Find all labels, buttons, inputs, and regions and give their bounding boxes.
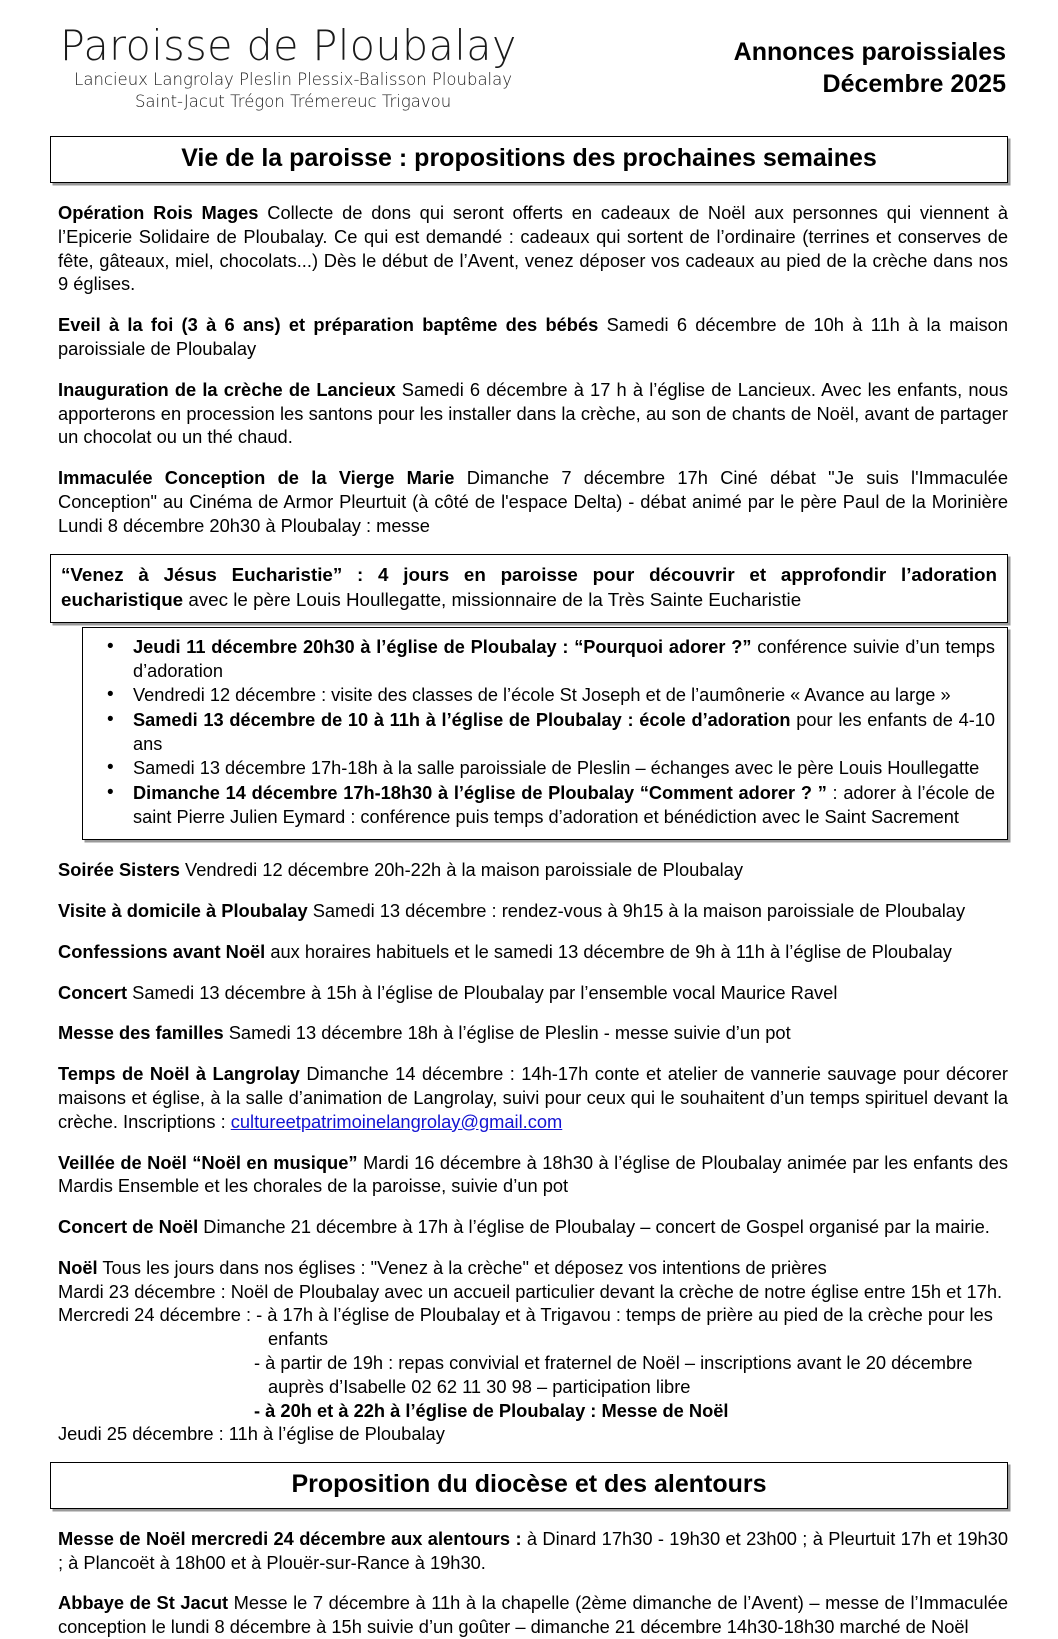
eucharistie-bullet-list — [93, 636, 995, 829]
announcement-item — [58, 1021, 1008, 1045]
section-vie-paroisse-body — [0, 201, 1058, 537]
announcement-lead: Confessions avant Noël — [58, 940, 266, 962]
announcement-item — [58, 201, 1008, 296]
eucharistie-title-rest: avec le père Louis Houllegatte, missionnaire de la Très Sainte Eucharistie — [183, 589, 802, 611]
announcement-item — [58, 899, 1008, 923]
eucharistie-title — [61, 563, 997, 613]
noel-line-3: Mercredi 24 décembre : - à 17h à l’église de Ploubalay et à Trigavou : temps de prière au pied de la crèche pour les — [58, 1304, 993, 1326]
section-diocese-body — [0, 1527, 1058, 1639]
announcement-body: Messe le 7 décembre à 11h à la chapelle (2ème dimanche de l’Avent) – messe de l’Immaculée conception le lundi 8 décembre à 15h suivie d’un goûter – dimanche 21 décembre 14h30-18h30 marché de Noël — [58, 1592, 1008, 1638]
bullet-rest: pour les enfants de 4-10 ans — [133, 710, 995, 754]
list-item — [93, 757, 995, 781]
parish-towns-line-2: Saint-Jacut Trégon Trémereuc Trigavou — [134, 92, 452, 112]
announcement-lead: Immaculée Conception de la Vierge Marie — [58, 467, 455, 489]
announcement-body: Samedi 13 décembre 18h à l’église de Pleslin - messe suivie d’un pot — [223, 1022, 791, 1044]
announcement-lead: Abbaye de St Jacut — [58, 1592, 229, 1614]
announcement-lead: Noël — [58, 1256, 98, 1278]
announcement-item — [58, 940, 1008, 964]
section-banner-diocese — [50, 1462, 1008, 1509]
bullet-bold: Samedi 13 décembre de 10 à 11h à l’église de Ploubalay : école d’adoration — [133, 710, 791, 730]
bulletin-heading — [734, 24, 1006, 100]
announcement-item-langrolay — [58, 1062, 1008, 1133]
announcement-item — [58, 1527, 1008, 1575]
announcement-body: Samedi 13 décembre : rendez-vous à 9h15 à la maison paroissiale de Ploubalay — [307, 900, 966, 922]
noel-line-3b: enfants — [268, 1328, 328, 1350]
noel-line-6: - à 20h et à 22h à l’église de Ploubalay : Messe de Noël — [254, 1399, 729, 1421]
announcement-item — [58, 466, 1008, 537]
spacer — [0, 840, 1058, 858]
announcement-body: Dimanche 7 décembre 17h Ciné débat "Je suis l'Immaculée Conception" au Cinéma de Armor Pleurtuit (à côté de l'espace Delta) - débat animé par le père Paul de la Morinière Lundi 8 décembre 20h30 à Ploubalay : messe — [58, 467, 1008, 536]
section-title: Vie de la paroisse : propositions des prochaines semaines — [181, 144, 877, 173]
section-vie-paroisse-body-2 — [0, 858, 1058, 1446]
eucharistie-title-box — [50, 554, 1008, 623]
noel-line-5: auprès d’Isabelle 02 62 11 30 98 – participation libre — [268, 1375, 691, 1397]
bullet-bold: Dimanche 14 décembre 17h-18h30 à l’église de Ploubalay “Comment adorer ? ” — [133, 782, 827, 803]
document-header — [0, 0, 1058, 112]
announcement-lead: Veillée de Noël “Noël en musique” — [58, 1151, 358, 1173]
eucharistie-title-bold: “Venez à Jésus Eucharistie” : 4 jours en paroisse pour découvrir et approfondir l’adoration eucharistique — [61, 564, 997, 611]
announcement-body: Dimanche 21 décembre à 17h à l’église de Ploubalay – concert de Gospel organisé par la mairie. — [198, 1216, 990, 1238]
list-item — [93, 782, 995, 829]
parish-logo — [56, 21, 526, 112]
bullet-rest: conférence suivie d’un temps d’adoration — [133, 637, 995, 681]
announcement-lead: Concert — [58, 981, 128, 1003]
announcement-item — [58, 858, 1008, 882]
parish-name: Paroisse de Ploubalay — [60, 21, 517, 70]
noel-line-1 — [58, 1256, 1008, 1280]
noel-line-2: Mardi 23 décembre : Noël de Ploubalay avec un accueil particulier devant la crèche de notre église entre 15h et 17h. — [58, 1280, 1003, 1302]
announcement-lead: Concert de Noël — [58, 1216, 199, 1238]
announcement-lead: Messe des familles — [58, 1022, 224, 1044]
noel-line-1-text: Tous les jours dans nos églises : "Venez à la crèche" et déposez vos intentions de prières — [97, 1256, 827, 1278]
spacer — [0, 183, 1058, 201]
spacer — [0, 112, 1058, 136]
list-item — [93, 684, 995, 708]
spacer — [0, 1509, 1058, 1527]
announcement-body: Vendredi 12 décembre 20h-22h à la maison paroissiale de Ploubalay — [179, 859, 743, 881]
section-banner-vie-paroisse — [50, 136, 1008, 183]
announcement-body: Samedi 6 décembre à 17 h à l’église de Lancieux. Avec les enfants, nous apporterons en procession les santons pour les installer dans la crèche, au son de chants de Noël, avant de partager un chocolat ou un thé chaud. — [58, 378, 1008, 448]
parish-towns-line-1: Lancieux Langrolay Pleslin Plessix-Balisson Ploubalay — [74, 70, 513, 90]
announcement-lead: Visite à domicile à Ploubalay — [58, 900, 308, 922]
announcement-body: Samedi 13 décembre à 15h à l’église de Ploubalay par l’ensemble vocal Maurice Ravel — [127, 981, 838, 1003]
announcement-body: Dimanche 14 décembre : 14h-17h conte et atelier de vannerie sauvage pour décorer maisons et église, à la salle d’animation de Langrolay, suivi pour ceux qui le souhaitent d’un temps spirituel devant la crèche. Inscriptions : — [58, 1063, 1008, 1132]
eucharistie-schedule-box — [82, 627, 1008, 840]
list-item — [93, 709, 995, 756]
announcement-lead: Messe de Noël mercredi 24 décembre aux alentours : — [58, 1527, 522, 1549]
bullet-rest: Samedi 13 décembre 17h-18h à la salle paroissiale de Pleslin – échanges avec le père Louis Houllegatte — [133, 758, 980, 779]
bulletin-title: Annonces paroissiales — [733, 38, 1006, 66]
bullet-rest: : adorer à l’école de saint Pierre Julien Eymard : conférence puis temps d’adoration et bénédiction avec le Saint Sacrement — [133, 782, 995, 827]
bullet-rest: Vendredi 12 décembre : visite des classes de l’école St Joseph et de l’aumônerie « Avance au large » — [133, 685, 951, 706]
announcement-lead: Temps de Noël à Langrolay — [58, 1063, 300, 1085]
noel-line-4: - à partir de 19h : repas convivial et fraternel de Noël – inscriptions avant le 20 décembre — [254, 1352, 973, 1373]
announcement-item-noel — [58, 1256, 1008, 1446]
section-title: Proposition du diocèse et des alentours — [291, 1470, 767, 1499]
announcement-body: Mardi 16 décembre à 18h30 à l’église de Ploubalay animée par les enfants des Mardis Ensemble et les chorales de la paroisse, suivie d’un pot — [58, 1151, 1008, 1197]
announcement-lead: Opération Rois Mages — [58, 202, 259, 224]
announcement-lead: Eveil à la foi (3 à 6 ans) et préparation baptême des bébés — [58, 314, 599, 336]
bulletin-date: Décembre 2025 — [822, 70, 1006, 98]
announcement-item — [58, 981, 1008, 1005]
email-link[interactable]: cultureetpatrimoinelangrolay@gmail.com — [230, 1110, 563, 1132]
announcement-item — [58, 1215, 1008, 1239]
list-item — [93, 636, 995, 683]
announcement-item — [58, 378, 1008, 449]
announcement-body: à Dinard 17h30 - 19h30 et 23h00 ; à Pleurtuit 17h et 19h30 ; à Plancoët à 18h00 et à Plouër-sur-Rance à 19h30. — [58, 1527, 1008, 1573]
announcement-body: Collecte de dons qui seront offerts en cadeaux de Noël aux personnes qui viennent à l’Epicerie Solidaire de Ploubalay. Ce qui est demandé : cadeaux qui sortent de l’ordinaire (terrines et conserves de fête, gâteaux, miel, chocolats...) Dès le début de l’Avent, venez déposer vos cadeaux au pied de la crèche dans nos 9 églises. — [58, 202, 1009, 295]
announcement-lead: Soirée Sisters — [58, 859, 180, 881]
announcement-body: aux horaires habituels et le samedi 13 décembre de 9h à 11h à l’église de Ploubalay — [265, 940, 952, 962]
noel-line-7: Jeudi 25 décembre : 11h à l’église de Ploubalay — [58, 1423, 445, 1445]
announcement-item — [58, 313, 1008, 361]
bullet-bold: Jeudi 11 décembre 20h30 à l’église de Ploubalay : “Pourquoi adorer ?” — [133, 637, 752, 658]
announcement-lead: Inauguration de la crèche de Lancieux — [58, 378, 396, 400]
announcement-item — [58, 1151, 1008, 1199]
announcement-body: Samedi 6 décembre de 10h à 11h à la maison paroissiale de Ploubalay — [58, 314, 1008, 359]
announcement-item — [58, 1591, 1008, 1639]
